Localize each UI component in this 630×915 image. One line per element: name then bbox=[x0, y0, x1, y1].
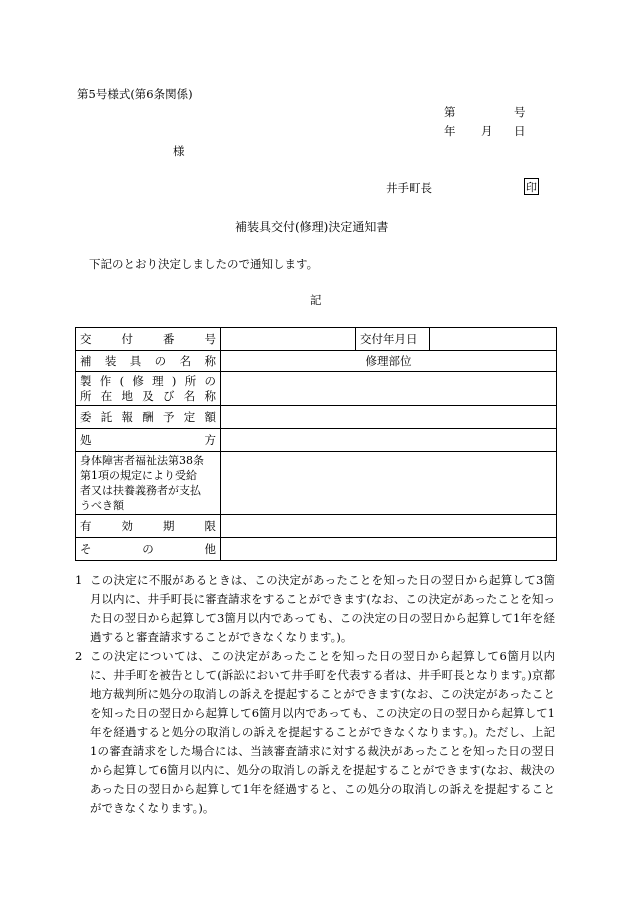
row2-label: 補 装 具 の 名 称 bbox=[80, 354, 216, 368]
label-cell bbox=[76, 452, 221, 515]
table-row bbox=[76, 429, 557, 452]
value-cell bbox=[430, 328, 557, 351]
table-row bbox=[76, 406, 557, 429]
value-cell bbox=[221, 538, 557, 561]
ki-heading: 記 bbox=[310, 293, 322, 307]
issuer-name: 井手町長 bbox=[386, 181, 432, 195]
table-row bbox=[76, 452, 557, 515]
addressee-suffix: 様 bbox=[173, 144, 185, 158]
note-text: この決定については、この決定があったことを知った日の翌日から起算して6箇月以内に、井手町を被告として(訴訟において井手町を代表する者は、井手町長となります。)京都地方裁判所に処分の取消しの訴えを提起することができます(なお、この決定があったことを知った日の翌日から起算して6箇月以内であっても、この決定の日の翌日から起算して1年を経過すると処分の取消しの訴えを提起することができなくなります。)。ただし、上記1の審査請求をした場合には、当該審査請求に対する裁決があったことを知った日の翌日から起算して6箇月以内に、処分の取消しの訴えを提起することができます(なお、裁決のあった日の翌日から起算して1年を経過すると、この処分の取消しの訴えを提起することができなくなります。)。 bbox=[90, 649, 555, 815]
table-row bbox=[76, 515, 557, 538]
label-cell bbox=[76, 538, 221, 561]
form-number: 第5号様式(第6条関係) bbox=[77, 87, 193, 101]
row7-label: 有 効 期 限 bbox=[80, 519, 216, 533]
label-cell bbox=[76, 351, 221, 372]
label-cell bbox=[76, 406, 221, 429]
row6-label-line4: うべき額 bbox=[80, 499, 124, 512]
label-cell bbox=[76, 328, 221, 351]
row1-label: 交 付 番 号 bbox=[80, 332, 216, 346]
row8-label: そ の 他 bbox=[80, 542, 216, 556]
note-text: この決定に不服があるときは、この決定があったことを知った日の翌日から起算して3箇月以内に、井手町長に審査請求をすることができます(なお、この決定があったことを知った日の翌日から起算して3箇月以内であっても、この決定の日の翌日から起算して1年を経過すると審査請求することができなくなります。)。 bbox=[90, 573, 555, 644]
note-item bbox=[75, 571, 555, 647]
value-cell bbox=[221, 328, 356, 351]
row6-label-line1: 身体障害者福祉法第38条 bbox=[80, 454, 204, 467]
row5-label: 処 方 bbox=[80, 433, 216, 447]
doc-number-prefix: 第 bbox=[444, 105, 456, 119]
table-row bbox=[76, 351, 557, 372]
value-cell bbox=[221, 372, 557, 406]
value-cell bbox=[221, 515, 557, 538]
label-cell bbox=[76, 515, 221, 538]
notes-section bbox=[75, 571, 555, 818]
value-cell bbox=[221, 452, 557, 515]
row2-right-label: 修理部位 bbox=[221, 351, 557, 372]
row3-label-line2: 所 在 地 及 び 名 称 bbox=[80, 388, 216, 403]
date-month: 月 bbox=[481, 124, 493, 138]
row6-label-line3: 者又は扶養義務者が支払 bbox=[80, 484, 201, 497]
document-title: 補装具交付(修理)決定通知書 bbox=[235, 220, 389, 234]
table-row bbox=[76, 372, 557, 406]
value-cell bbox=[221, 429, 557, 452]
note-item bbox=[75, 647, 555, 818]
note-number: 2 bbox=[75, 649, 83, 663]
intro-text: 下記のとおり決定しましたので通知します。 bbox=[89, 257, 319, 271]
row6-label-line2: 第1項の規定により受給 bbox=[80, 469, 197, 482]
date-year: 年 bbox=[444, 124, 456, 138]
doc-number-suffix: 号 bbox=[514, 105, 526, 119]
details-table bbox=[75, 327, 557, 561]
note-number: 1 bbox=[75, 573, 83, 587]
row4-label: 委 託 報 酬 予 定 額 bbox=[80, 410, 216, 424]
label-cell bbox=[76, 429, 221, 452]
label-cell bbox=[76, 372, 221, 406]
row1-right-label: 交付年月日 bbox=[356, 328, 430, 351]
seal-mark: 印 bbox=[524, 178, 539, 195]
date-day: 日 bbox=[514, 124, 526, 138]
table-row bbox=[76, 328, 557, 351]
row3-label-line1: 製 作 ( 修 理 ) 所 の bbox=[80, 373, 216, 388]
table-row bbox=[76, 538, 557, 561]
value-cell bbox=[221, 406, 557, 429]
